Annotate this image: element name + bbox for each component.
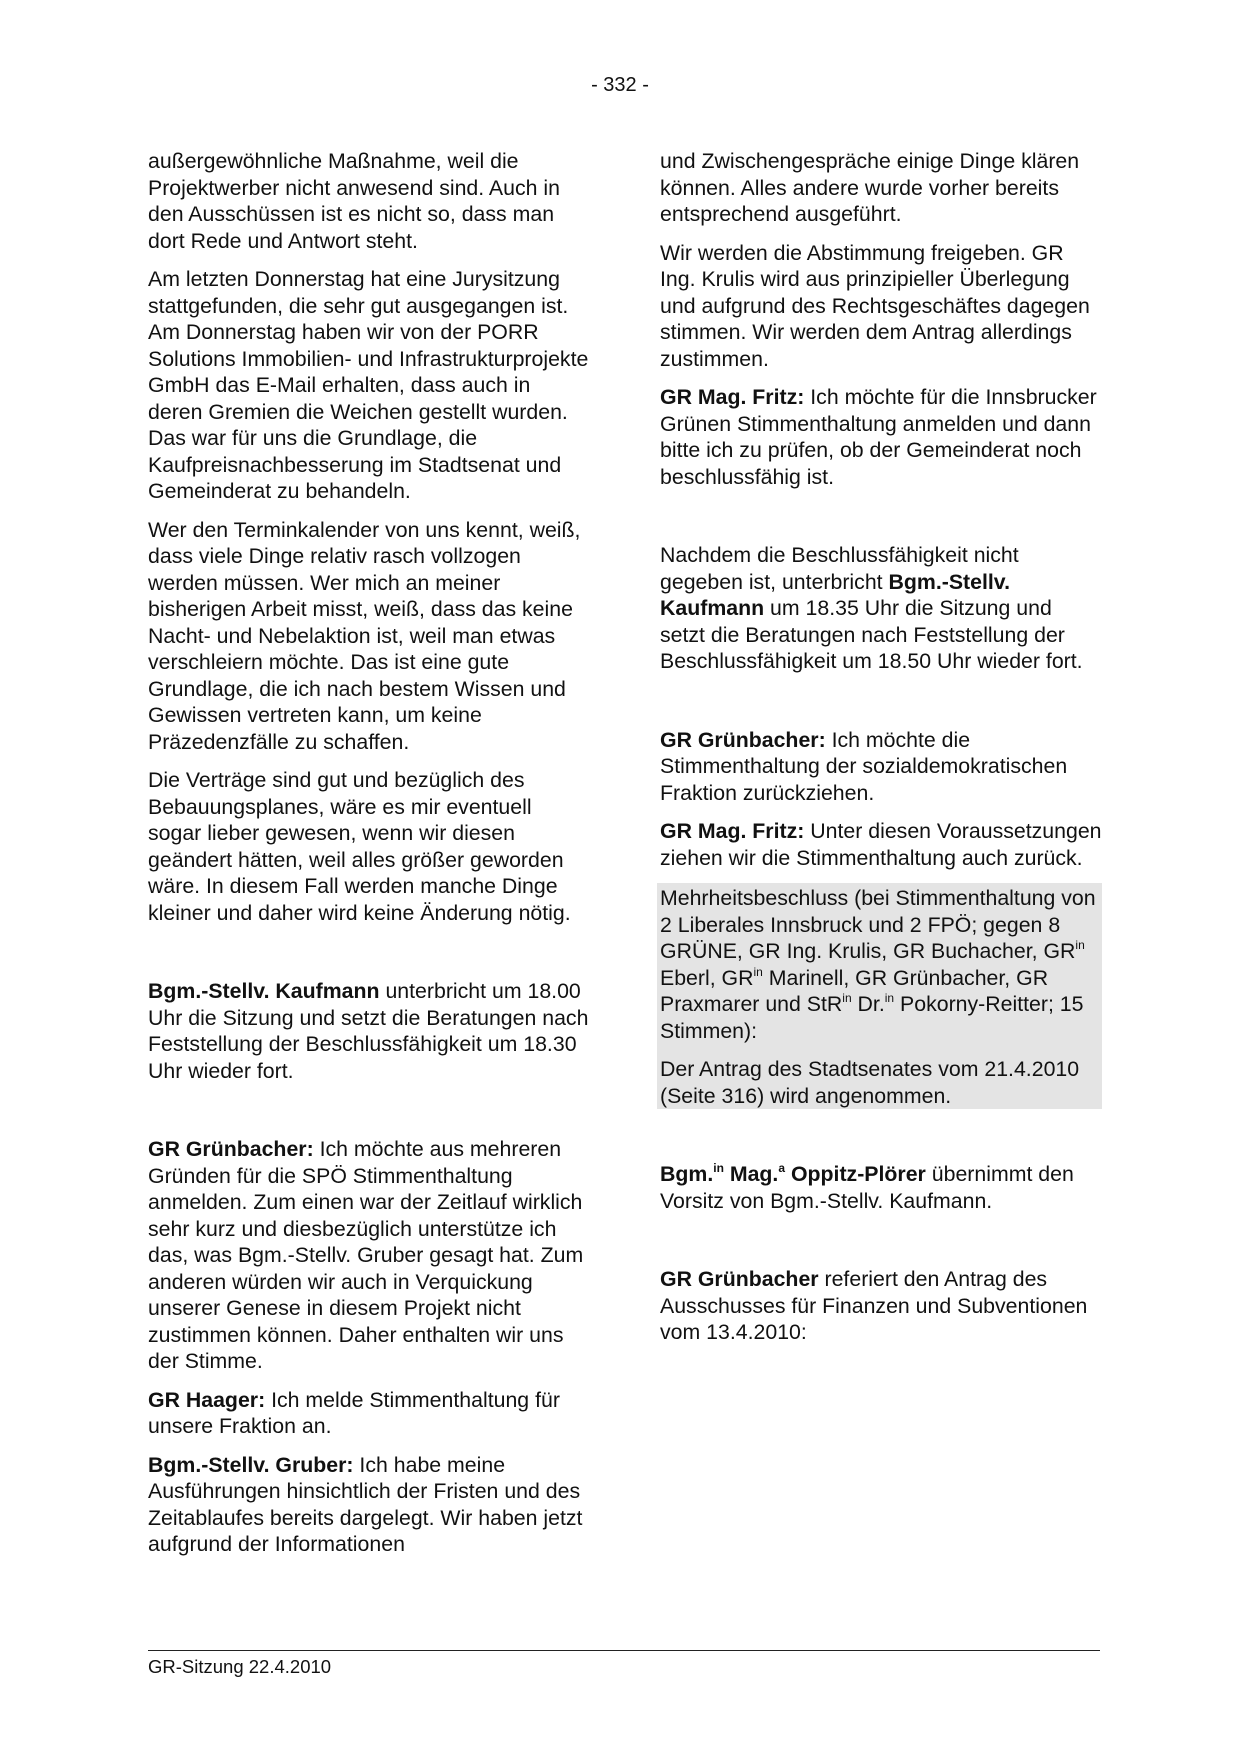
name-text: Oppitz-Plörer [785,1162,926,1186]
vote-result [660,885,1098,1044]
paragraph: und Zwischengespräche einige Dinge klären können. Alles andere wurde vorher bereits entsprechend ausgeführt. [660,149,1080,226]
speaker-name: GR Grünbacher: [148,1137,314,1161]
statement [660,727,1102,807]
session-break-note [660,542,1102,675]
speaker-name: GR Mag. Fritz: [660,819,805,843]
paragraph-text: Unter diesen Voraussetzungen ziehen wir die Stimmenthaltung auch zurück. [660,819,1102,870]
statement [148,1136,590,1375]
paragraph: Wer den Terminkalender von uns kennt, weiß, dass viele Dinge relativ rasch vollzogen werden müssen. Wer mich an meiner bisherigen Arbeit misst, weiß, dass das keine Nacht- und Nebelaktion ist, weil man etwas verschleiern möchte. Das ist eine gute Grundlage, die ich nach bestem Wissen und Gewissen vertreten kann, um keine Präzedenzfälle zu schaffen. [148,517,581,754]
decision-text: Pokorny-Reitter; 15 Stimmen): [660,992,1084,1043]
decision-text: Mehrheitsbeschluss (bei Stimmenthaltung von 2 Liberales Innsbruck und 2 FPÖ; gegen 8 GRÜNE, GR Ing. Krulis, GR Buchacher, GR [660,886,1096,963]
superscript: in [713,1161,724,1175]
statement [660,1266,1102,1346]
statement [148,1452,590,1558]
paragraph: Am letzten Donnerstag hat eine Jurysitzung stattgefunden, die sehr gut ausgegangen ist. Am Donnerstag haben wir von der PORR Solutions Immobilien- und Infrastrukturprojekte GmbH das E-Mail erhalten, dass auch in deren Gremien die Weichen gestellt wurden. Das war für uns die Grundlage, die Kaufpreisnachbesserung im Stadtsenat und Gemeinderat zu behandeln. [148,267,589,503]
superscript: in [842,991,852,1005]
paragraph: außergewöhnliche Maßnahme, weil die Projektwerber nicht anwesend sind. Auch in den Ausschüssen ist es nicht so, dass man dort Rede und Antwort steht. [148,149,560,253]
page-number: - 332 - [591,74,649,96]
speaker-name: GR Grünbacher: [660,727,826,752]
decision-text: Marinell, GR Grünbacher, GR Praxmarer und StR [660,965,1049,1016]
paragraph-text: Ich melde Stimmenthaltung für unsere Fraktion an. [148,1387,560,1438]
statement [660,818,1102,871]
speaker-name: GR Mag. Fritz: [660,385,805,409]
paragraph-text: unterbricht um 18.00 Uhr die Sitzung und setzt die Beratungen nach Feststellung der Beschlussfähigkeit um 18.30 Uhr wieder fort. [148,979,589,1083]
paragraph-text: Nachdem die Beschlussfähigkeit nicht gegeben ist, unterbricht [660,543,1019,594]
speaker-name: Bgm.-Stellv. Kaufmann [148,979,380,1003]
right-column [660,148,1102,1358]
speaker-name: Bgm.-Stellv. Gruber: [148,1452,354,1477]
superscript: in [1075,938,1085,952]
paragraph-text: Ich möchte für die Innsbrucker Grünen Stimmenthaltung anmelden und dann bitte ich zu prüfen, ob der Gemeinderat noch beschlussfähig ist. [660,385,1097,489]
footer-label: GR-Sitzung 22.4.2010 [148,1656,332,1677]
paragraph-text: Ich habe meine Ausführungen hinsichtlich der Fristen und des Zeitablaufes bereits dargelegt. Wir haben jetzt aufgrund der Informationen [148,1452,583,1556]
title-text: Bgm. [660,1162,714,1186]
paragraph: Wir werden die Abstimmung freigeben. GR Ing. Krulis wird aus prinzipieller Überlegung und aufgrund des Rechtsgeschäftes dagegen stimmen. Wir werden dem Antrag allerdings zustimmen. [660,240,1090,371]
session-break-note [148,978,590,1084]
statement [148,1387,590,1440]
paragraph-text: referiert den Antrag des Ausschusses für Finanzen und Subventionen vom 13.4.2010: [660,1267,1088,1344]
speaker-name: Bgm.-Stellv. Kaufmann [660,569,1010,620]
footer-divider [148,1650,1100,1651]
left-column [148,148,590,1570]
statement [660,384,1102,490]
chair-change-note [660,1161,1102,1214]
superscript: in [753,964,763,979]
decision-outcome: Der Antrag des Stadtsenates vom 21.4.2010 (Seite 316) wird angenommen. [660,1057,1080,1108]
paragraph-text: Ich möchte aus mehreren Gründen für die SPÖ Stimmenthaltung anmelden. Zum einen war der Zeitlauf wirklich sehr kurz und diesbezüglich unterstütze ich das, was Bgm.-Stellv. Gruber gesagt hat. Zum anderen würden wir auch in Verquickung unserer Genese in diesem Projekt nicht zustimmen können. Daher enthalten wir uns der Stimme. [148,1137,584,1373]
decision-text: Eberl, GR [660,965,754,990]
superscript: in [884,991,895,1005]
paragraph: Die Verträge sind gut und bezüglich des Bebauungsplanes, wäre es mir eventuell sogar lieber gewesen, wenn wir diesen geändert hätten, weil alles größer geworden wäre. In diesem Fall werden manche Dinge kleiner und daher wird keine Änderung nötig. [148,768,571,925]
superscript: a [778,1161,786,1175]
paragraph-text: um 18.35 Uhr die Sitzung und setzt die Beratungen nach Feststellung der Beschlussfähigkeit um 18.50 Uhr wieder fort. [660,596,1083,673]
decision-text: Dr. [851,992,885,1016]
speaker-name [660,1162,926,1186]
speaker-name: GR Grünbacher [660,1267,819,1291]
paragraph-text: übernimmt den Vorsitz von Bgm.-Stellv. Kaufmann. [660,1162,1074,1213]
speaker-name: GR Haager: [148,1387,266,1412]
decision-box [657,883,1102,1109]
paragraph-text: Ich möchte die Stimmenthaltung der sozialdemokratischen Fraktion zurückziehen. [660,727,1068,805]
title-text: Mag. [723,1162,779,1186]
